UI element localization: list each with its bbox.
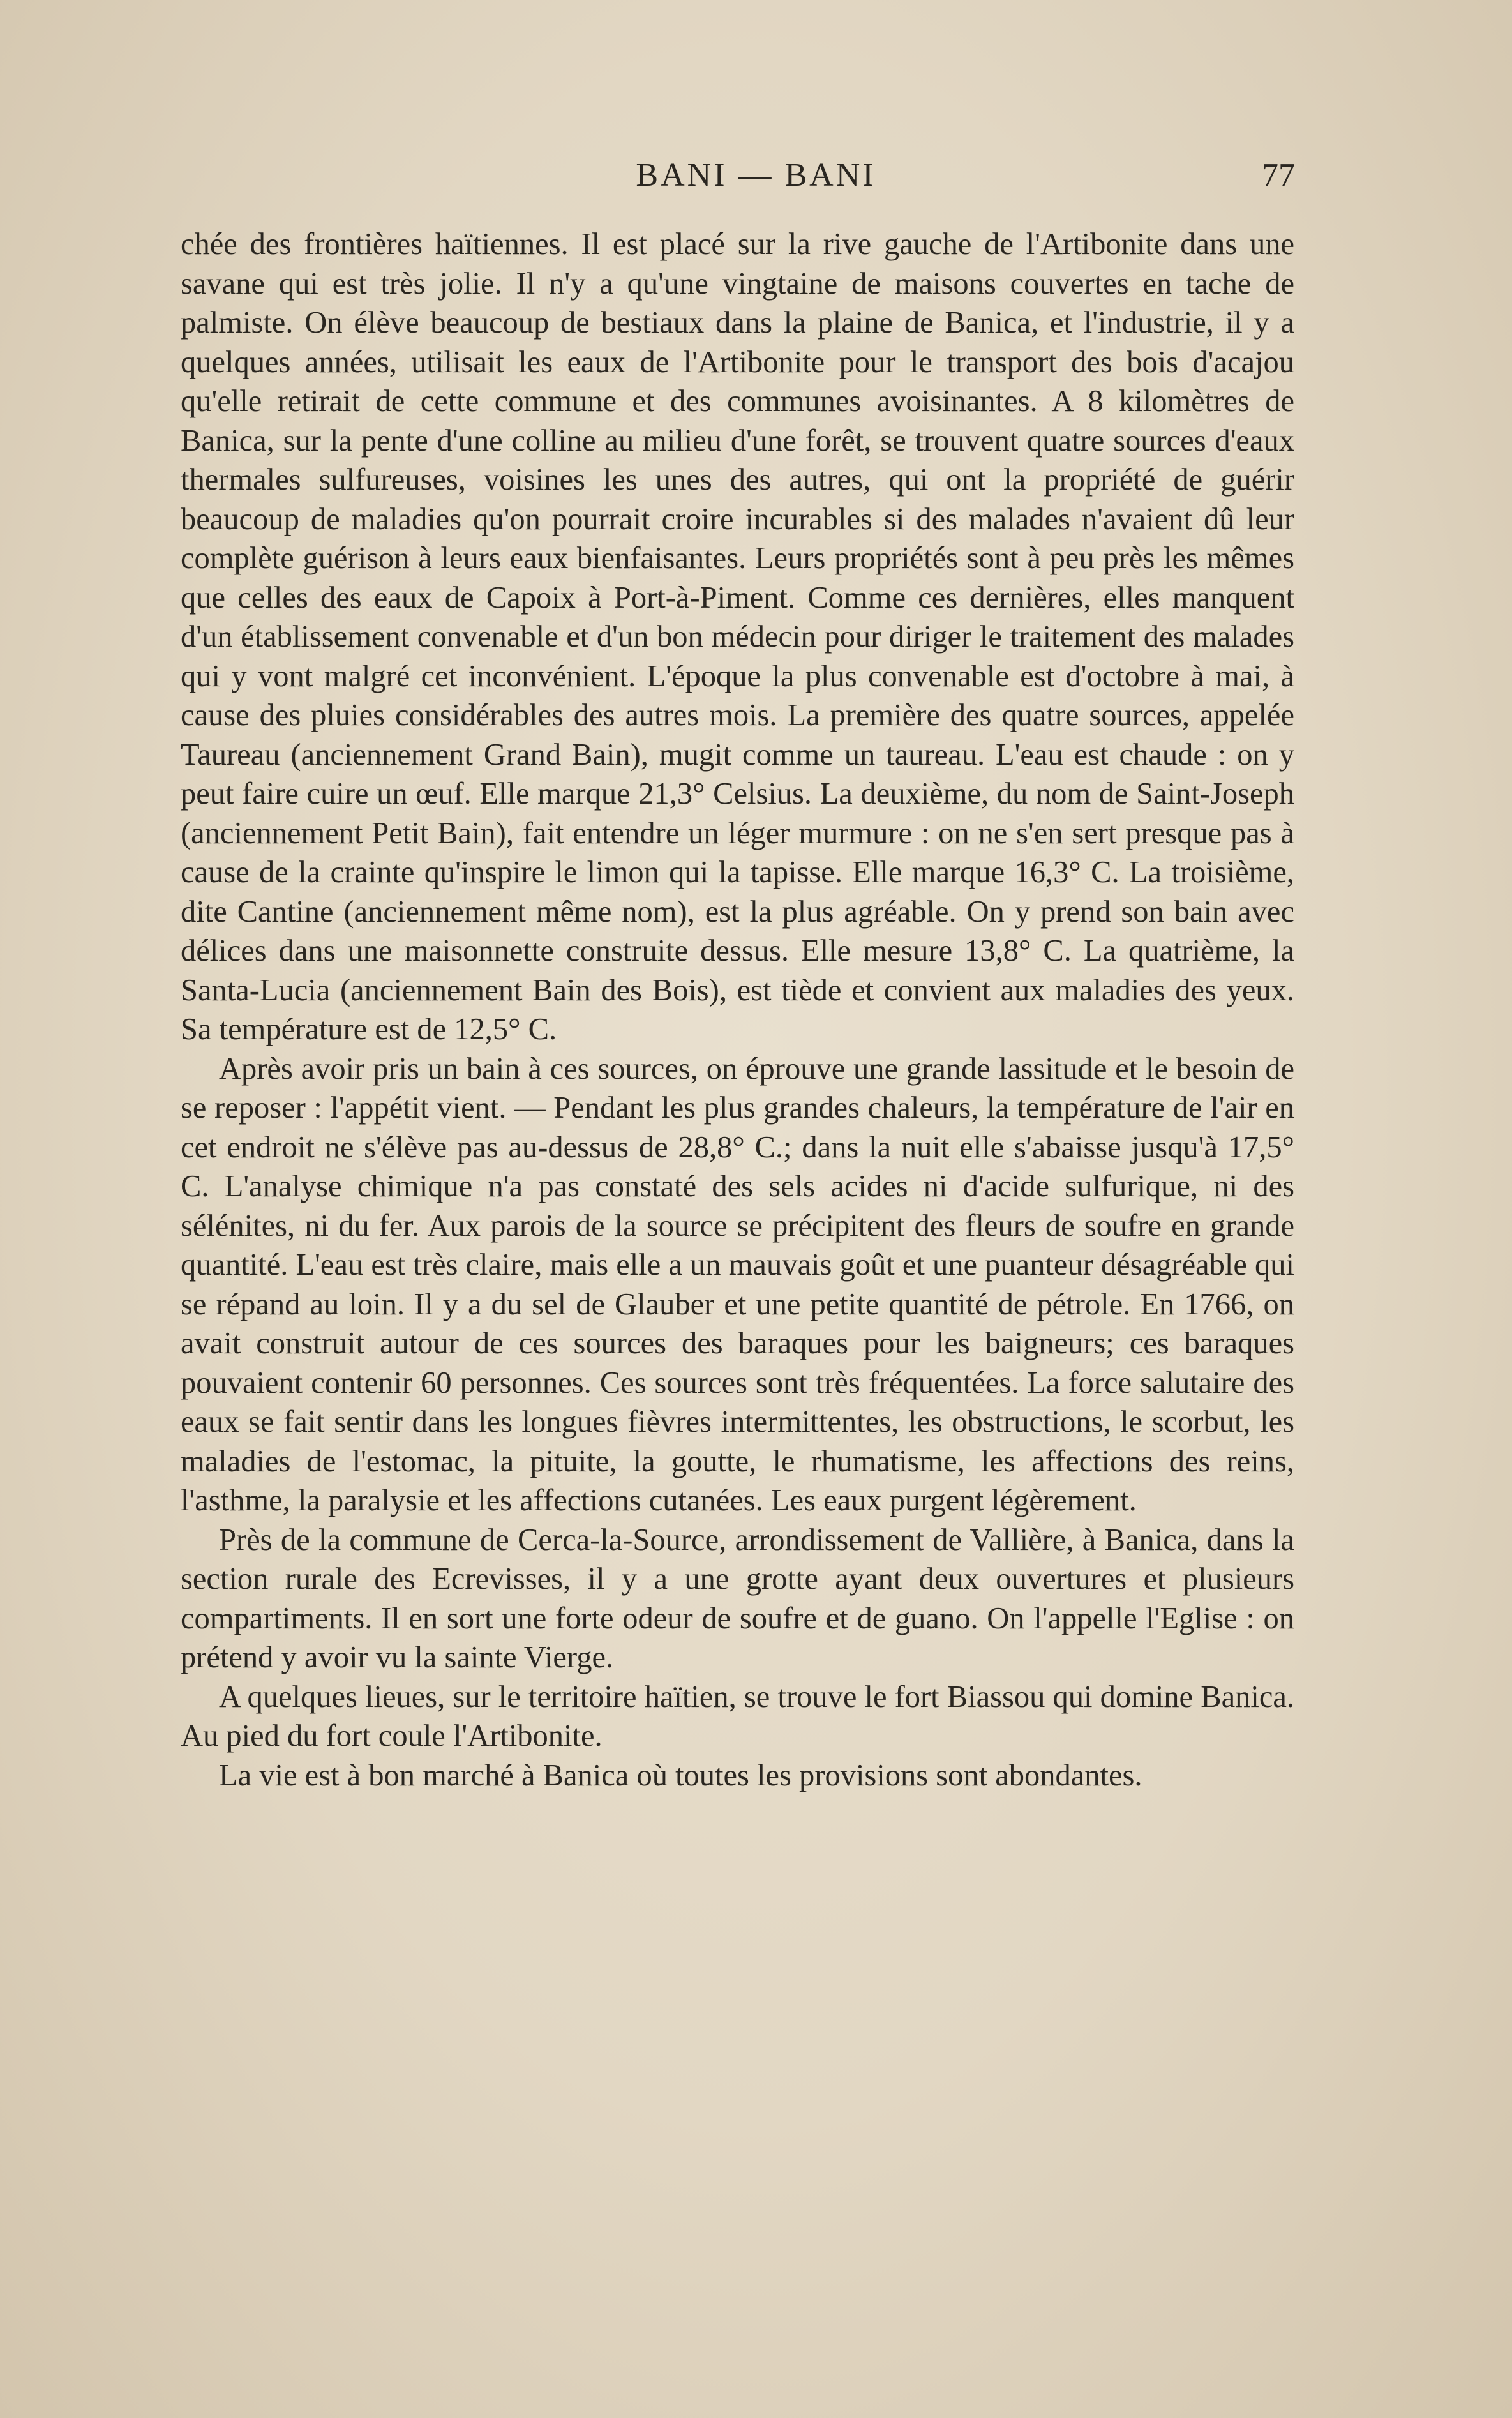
- paragraph: Après avoir pris un bain à ces sources, on éprouve une grande lassitude et le besoin de se reposer : l'appétit vient. — Pendant les plus grandes chaleurs, la température de l'air en cet endroit ne s'élève pas au-dessus de 28,8° C.; dans la nuit elle s'abaisse jusqu'à 17,5° C. L'analyse chimique n'a pas constaté des sels acides ni d'acide sulfurique, ni des sélénites, ni du fer. Aux parois de la source se précipitent des fleurs de soufre en grande quantité. L'eau est très claire, mais elle a un mauvais goût et une puanteur désagréable qui se répand au loin. Il y a du sel de Glauber et une petite quantité de pétrole. En 1766, on avait construit autour de ces sources des baraques pour les baigneurs; ces baraques pouvaient contenir 60 personnes. Ces sources sont très fréquentées. La force salutaire des eaux se fait sentir dans les longues fièvres intermittentes, les obstructions, le scorbut, les maladies de l'estomac, la pituite, la goutte, le rhumatisme, les affections des reins, l'asthme, la paralysie et les affections cutanées. Les eaux purgent légèrement.: [181, 1051, 1294, 1517]
- page-header: [0, 156, 1512, 207]
- paragraph: Près de la commune de Cerca-la-Source, arrondissement de Vallière, à Banica, dans la section rurale des Ecrevisses, il y a une grotte ayant deux ouvertures et plusieurs compartiments. Il en sort une forte odeur de soufre et de guano. On l'appelle l'Eglise : on prétend y avoir vu la sainte Vierge.: [181, 1522, 1294, 1674]
- paragraph: A quelques lieues, sur le territoire haïtien, se trouve le fort Biassou qui domine Banica. Au pied du fort coule l'Artibonite.: [181, 1679, 1294, 1753]
- running-title: BANI — BANI: [636, 157, 876, 193]
- paragraph: chée des frontières haïtiennes. Il est placé sur la rive gauche de l'Artibonite dans une savane qui est très jolie. Il n'y a qu'une vingtaine de maisons couvertes en tache de palmiste. On élève beaucoup de bestiaux dans la plaine de Banica, et l'industrie, il y a quelques années, utilisait les eaux de l'Artibonite pour le transport des bois d'acajou qu'elle retirait de cette commune et des communes avoisinantes. A 8 kilomètres de Banica, sur la pente d'une colline au milieu d'une forêt, se trouvent quatre sources d'eaux thermales sulfureuses, voisines les unes des autres, qui ont la propriété de guérir beaucoup de maladies qu'on pourrait croire incurables si des malades n'avaient dû leur complète guérison à leurs eaux bienfaisantes. Leurs propriétés sont à peu près les mêmes que celles des eaux de Capoix à Port-à-Piment. Comme ces dernières, elles manquent d'un établissement convenable et d'un bon médecin pour diriger le traitement des malades qui y vont malgré cet inconvénient. L'époque la plus convenable est d'octobre à mai, à cause des pluies considérables des autres mois. La première des quatre sources, appelée Taureau (anciennement Grand Bain), mugit comme un taureau. L'eau est chaude : on y peut faire cuire un œuf. Elle marque 21,3° Celsius. La deuxième, du nom de Saint-Joseph (anciennement Petit Bain), fait entendre un léger murmure : on ne s'en sert presque pas à cause de la crainte qu'inspire le limon qui la tapisse. Elle marque 16,3° C. La troisième, dite Cantine (anciennement même nom), est la plus agréable. On y prend son bain avec délices dans une maisonnette construite dessus. Elle mesure 13,8° C. La quatrième, la Santa-Lucia (anciennement Bain des Bois), est tiède et convient aux maladies des yeux. Sa température est de 12,5° C.: [181, 227, 1294, 1046]
- page-number: 77: [1262, 157, 1295, 193]
- body-text: [181, 225, 1294, 1795]
- paragraph: La vie est à bon marché à Banica où toutes les provisions sont abondantes.: [219, 1758, 1142, 1792]
